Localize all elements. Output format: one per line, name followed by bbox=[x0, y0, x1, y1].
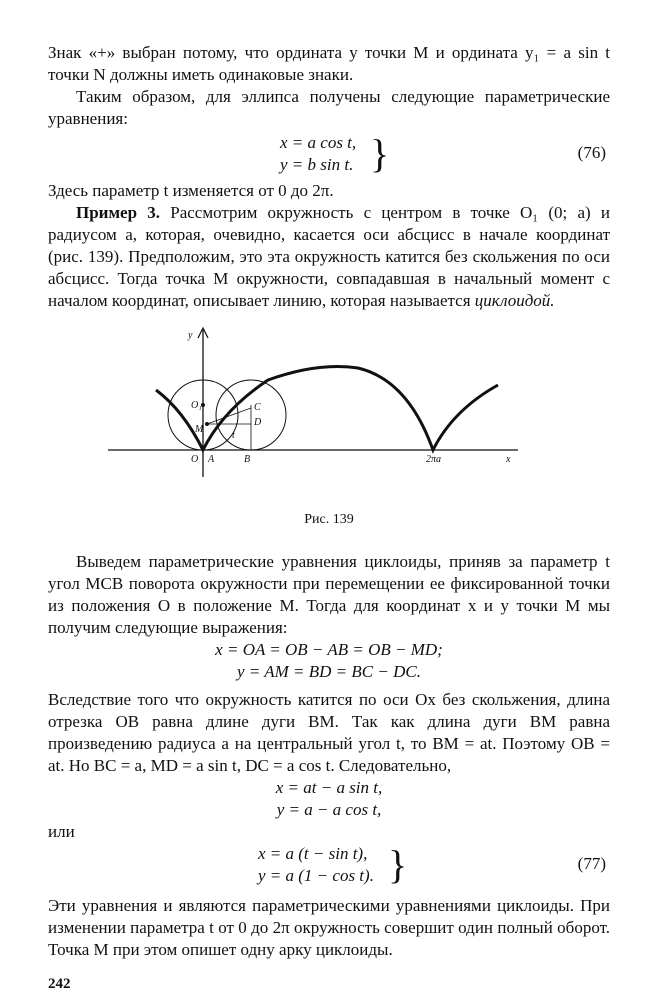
point-M bbox=[205, 422, 209, 426]
equation-77-number: (77) bbox=[577, 854, 606, 873]
label-t: t bbox=[232, 430, 235, 441]
paragraph-conclusion: Эти уравнения и являются параметрическими уравнениями циклоиды. При изменении параметра t от 0 до 2π окружность совершит один полный оборот. Точка M при этом опишет одну арку циклоиды. bbox=[48, 896, 610, 959]
paragraph-example-3 bbox=[48, 202, 610, 312]
word-or: или bbox=[48, 822, 75, 841]
paragraph-sign-reason: Знак «+» выбран потому, что ордината y точки M и ордината y₁ = a sin t точки N должны иметь одинаковые знаки. bbox=[48, 43, 610, 84]
equation-77-line2: y = a (1 − cos t). bbox=[258, 866, 374, 885]
paragraph-rolling: Вследствие того что окружность катится по оси Ox без скольжения, длина отрезка OB равна длине дуги BM. Так как длина дуги BM равна произведению радиуса a на центральный угол t, то BM = at. Поэтому OB = at. Но BC = a, MD = a sin t, DC = a cos t. Следовательно, bbox=[48, 690, 610, 775]
label-O: O bbox=[191, 454, 199, 465]
equation-coordinates bbox=[48, 639, 610, 683]
equation-76-number: (76) bbox=[577, 143, 606, 162]
equation-coordinates-line2: y = AM = BD = BC − DC. bbox=[237, 662, 421, 681]
brace-76: } bbox=[370, 131, 390, 176]
cycloid-term: циклоидой. bbox=[474, 291, 555, 310]
equation-76-line2: y = b sin t. bbox=[280, 155, 354, 174]
example-text: Рассмотрим окружность с центром в точке O₁ (0; a) и радиусом a, которая, очевидно, касается оси абсцисс в начале координат (рис. 139). Предположим, это эта окружность катится без скольжения по оси абсцисс. Тогда точка M окружности, совпадавшая в начальный момент с началом координат, описывает линию, которая называется bbox=[48, 203, 610, 310]
page-content bbox=[48, 42, 610, 995]
radius-CM bbox=[207, 408, 251, 424]
equation-intermediate bbox=[48, 777, 610, 821]
equation-intermediate-line1: x = at − a sin t, bbox=[275, 778, 383, 797]
label-A: A bbox=[208, 454, 215, 465]
equation-intermediate-line2: y = a − a cos t, bbox=[276, 800, 382, 819]
page-number: 242 bbox=[48, 976, 71, 992]
paragraph-ellipse-intro: Таким образом, для эллипса получены следующие параметрические уравнения: bbox=[48, 87, 610, 128]
equation-77-line1: x = a (t − sin t), bbox=[258, 844, 368, 863]
paragraph-derivation: Выведем параметрические уравнения циклоиды, приняв за параметр t угол MCB поворота окружности при перемещении ее фиксированной точки из положения O в положение M. Тогда для координат x и y точки M мы получим следующие выражения: bbox=[48, 552, 610, 637]
cycloid-diagram bbox=[48, 320, 610, 485]
label-2pi-a: 2πa bbox=[426, 454, 442, 465]
label-M: M bbox=[195, 424, 204, 435]
label-y: y bbox=[188, 330, 193, 341]
equation-coordinates-line1: x = OA = OB − AB = OB − MD; bbox=[215, 640, 443, 659]
equation-76-line1: x = a cos t, bbox=[280, 133, 357, 152]
example-label: Пример 3. bbox=[76, 203, 161, 222]
figure-139 bbox=[48, 320, 610, 485]
label-O1: O₁ bbox=[191, 400, 202, 411]
paragraph-parameter-range: Здесь параметр t изменяется от 0 до 2π. bbox=[48, 181, 334, 200]
label-B: B bbox=[244, 454, 251, 465]
equation-77 bbox=[48, 843, 610, 889]
label-x: x bbox=[506, 454, 511, 465]
equation-76 bbox=[48, 132, 610, 180]
label-D: D bbox=[254, 417, 262, 428]
brace-77: } bbox=[388, 842, 408, 887]
label-C: C bbox=[254, 402, 261, 413]
cycloid-curve bbox=[156, 367, 498, 451]
figure-caption: Рис. 139 bbox=[304, 512, 354, 527]
